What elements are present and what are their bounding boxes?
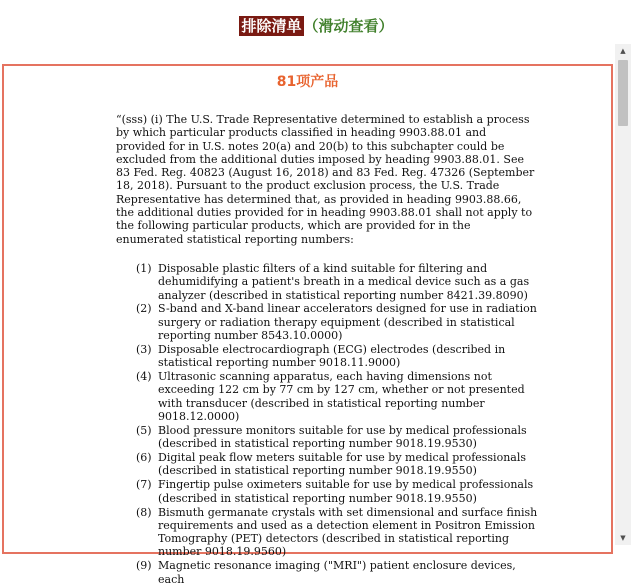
list-item-number: (1) (136, 262, 152, 275)
scroll-down-icon[interactable]: ▼ (620, 534, 626, 542)
list-item-number: (4) (136, 370, 152, 384)
list-item (134, 370, 540, 423)
list-item-number: (7) (136, 478, 152, 492)
list-item-text: Blood pressure monitors suitable for use by medical professionals (described in statistical reporting number 9018.19.9530) (158, 423, 527, 451)
list-item (134, 343, 540, 370)
list-item-text: Disposable electrocardiograph (ECG) electrodes (described in statistical reporting number 9018.11.9000) (158, 342, 506, 370)
list-item-number: (8) (136, 505, 152, 519)
list-item (134, 506, 540, 559)
list-item (134, 424, 540, 451)
product-list (134, 262, 540, 586)
list-item (134, 451, 540, 478)
list-item-number: (9) (136, 559, 152, 573)
list-item-text: Fingertip pulse oximeters suitable for use by medical professionals (described in statistical reporting number 9018.19.9550) (158, 478, 534, 505)
list-item-text: Ultrasonic scanning apparatus, each having dimensions not exceeding 122 cm by 77 cm by 127 cm, whether or not presented with transducer (described in statistical reporting number 9018.12.0000) (158, 370, 525, 424)
list-item-number: (6) (136, 451, 152, 465)
list-item-text: Disposable plastic filters of a kind suitable for filtering and dehumidifying a patient's breath in a medical device such as a gas analyzer (described in statistical reporting number 8421.39.8090) (158, 262, 530, 302)
vertical-scrollbar[interactable] (615, 44, 631, 545)
list-item-text: Bismuth germanate crystals with set dimensional and surface finish requirements and used as a detection element in Positron Emission Tomography (PET) detectors (described in statistical reporting number 9018.19.9560) (158, 505, 538, 559)
list-item-number: (2) (136, 302, 152, 316)
list-item (134, 559, 540, 586)
list-item (134, 262, 540, 302)
list-item-text: S-band and X-band linear accelerators designed for use in radiation surgery or radiation therapy equipment (described in statistical reporting number 8543.10.0000) (158, 302, 537, 343)
document-viewer[interactable] (2, 64, 613, 586)
scroll-thumb[interactable] (618, 60, 628, 126)
scroll-hint: （滑动查看） (303, 17, 394, 35)
list-item-text: Magnetic resonance imaging ("MRI") patient enclosure devices, each (158, 559, 516, 586)
list-item (134, 302, 540, 342)
list-item-number: (5) (136, 423, 152, 437)
page-header (0, 14, 633, 38)
list-item-text: Digital peak flow meters suitable for use by medical professionals (described in statistical reporting number 9018.19.9550) (158, 451, 527, 478)
intro-paragraph: “(sss) (i) The U.S. Trade Representative determined to establish a process by which particular products classified in heading 9903.88.01 and provided for in U.S. notes 20(a) and 20(b) to this subchapter could be excluded from the additional duties imposed by heading 9903.88.01. See 83 Fed. Reg. 40823 (August 16, 2018) and 83 Fed. Reg. 47326 (September 18, 2018). Pursuant to the product exclusion process, the U.S. Trade Representative has determined that, as provided in heading 9903.88.66, the additional duties provided for in heading 9903.88.01 shall not apply to the following particular products, which are provided for in the enumerated statistical reporting numbers: (116, 113, 535, 246)
list-item-number: (3) (136, 342, 152, 356)
list-item (134, 478, 540, 505)
exclusion-list-title: 排除清单 (241, 17, 302, 35)
document-title: 81项产品 (276, 74, 339, 90)
scroll-up-icon[interactable]: ▲ (620, 47, 626, 55)
